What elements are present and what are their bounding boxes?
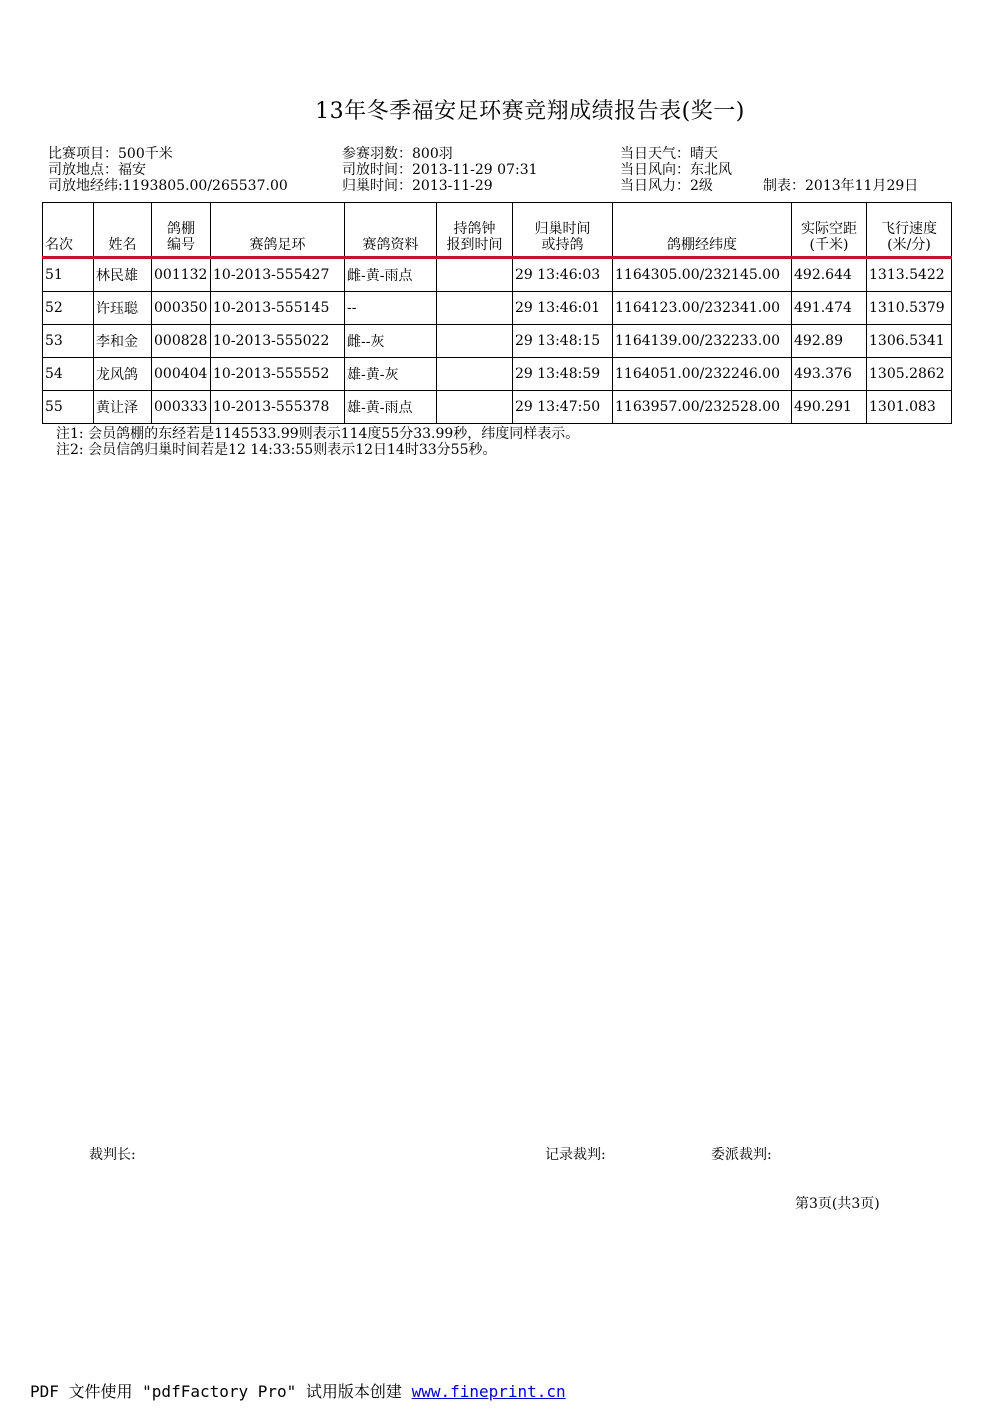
cell-loft-number: 000350 bbox=[152, 292, 211, 325]
table-row bbox=[43, 391, 952, 424]
note-2: 注2: 会员信鸽归巢时间若是12 14:33:55则表示12日14时33分55秒。 bbox=[56, 442, 497, 458]
cell-name: 龙风鸽 bbox=[94, 358, 152, 391]
footer-watermark bbox=[30, 1379, 566, 1402]
cell-ring: 10-2013-555145 bbox=[211, 292, 345, 325]
note-1: 注1: 会员鸽棚的东经若是1145533.99则表示114度55分33.99秒，纬度同样表示。 bbox=[56, 426, 580, 442]
cell-ring: 10-2013-555427 bbox=[211, 258, 345, 292]
cell-name: 许珏聪 bbox=[94, 292, 152, 325]
cell-loft-number: 000404 bbox=[152, 358, 211, 391]
cell-return-time: 29 13:48:59 bbox=[513, 358, 613, 391]
cell-rank: 54 bbox=[43, 358, 94, 391]
cell-speed: 1305.2862 bbox=[867, 358, 952, 391]
cell-return-time: 29 13:48:15 bbox=[513, 325, 613, 358]
header-distance: 实际空距 (千米) bbox=[792, 203, 867, 258]
cell-clock-time bbox=[437, 325, 513, 358]
cell-distance: 492.89 bbox=[792, 325, 867, 358]
header-loft-number: 鸽棚 编号 bbox=[152, 203, 211, 258]
table-row bbox=[43, 358, 952, 391]
info-return-time: 归巢时间：2013-11-29 bbox=[342, 178, 493, 194]
table-row bbox=[43, 258, 952, 292]
info-release-coords: 司放地经纬:1193805.00/265537.00 bbox=[48, 178, 288, 194]
info-column-2 bbox=[342, 146, 538, 194]
cell-rank: 52 bbox=[43, 292, 94, 325]
cell-distance: 493.376 bbox=[792, 358, 867, 391]
cell-loft-number: 001132 bbox=[152, 258, 211, 292]
cell-ring: 10-2013-555022 bbox=[211, 325, 345, 358]
cell-clock-time bbox=[437, 391, 513, 424]
cell-clock-time bbox=[437, 258, 513, 292]
cell-loft-number: 000333 bbox=[152, 391, 211, 424]
cell-rank: 55 bbox=[43, 391, 94, 424]
cell-bird-info: 雌--灰 bbox=[345, 325, 437, 358]
cell-bird-info: -- bbox=[345, 292, 437, 325]
cell-loft-coords: 1164051.00/232246.00 bbox=[613, 358, 792, 391]
cell-clock-time bbox=[437, 358, 513, 391]
cell-return-time: 29 13:47:50 bbox=[513, 391, 613, 424]
header-speed: 飞行速度 (米/分) bbox=[867, 203, 952, 258]
cell-distance: 491.474 bbox=[792, 292, 867, 325]
info-column-1 bbox=[48, 146, 288, 194]
header-name: 姓名 bbox=[94, 203, 152, 258]
header-ring: 赛鸽足环 bbox=[211, 203, 345, 258]
signature-chief-referee: 裁判长: bbox=[89, 1147, 136, 1163]
cell-clock-time bbox=[437, 292, 513, 325]
info-wind-force: 当日风力：2级 bbox=[620, 178, 713, 194]
info-release-place: 司放地点：福安 bbox=[48, 162, 146, 178]
signature-recording-referee: 记录裁判: bbox=[545, 1147, 606, 1163]
cell-loft-coords: 1164139.00/232233.00 bbox=[613, 325, 792, 358]
info-release-time: 司放时间：2013-11-29 07:31 bbox=[342, 162, 538, 178]
cell-ring: 10-2013-555552 bbox=[211, 358, 345, 391]
page-number: 第3页(共3页) bbox=[795, 1196, 880, 1212]
notes bbox=[56, 426, 579, 458]
cell-bird-info: 雌-黄-雨点 bbox=[345, 258, 437, 292]
cell-loft-coords: 1164123.00/232341.00 bbox=[613, 292, 792, 325]
info-column-3 bbox=[620, 146, 732, 194]
info-wind-direction: 当日风向：东北风 bbox=[620, 162, 732, 178]
info-entries: 参赛羽数：800羽 bbox=[342, 146, 453, 162]
header-loft-coords: 鸽棚经纬度 bbox=[613, 203, 792, 258]
cell-distance: 490.291 bbox=[792, 391, 867, 424]
header-bird-info: 赛鸽资料 bbox=[345, 203, 437, 258]
cell-rank: 51 bbox=[43, 258, 94, 292]
signature-delegated-referee: 委派裁判: bbox=[711, 1147, 772, 1163]
cell-return-time: 29 13:46:01 bbox=[513, 292, 613, 325]
cell-name: 黄让泽 bbox=[94, 391, 152, 424]
cell-loft-number: 000828 bbox=[152, 325, 211, 358]
table-header-row bbox=[43, 203, 952, 258]
footer-text: PDF 文件使用 "pdfFactory Pro" 试用版本创建 bbox=[30, 1382, 412, 1401]
header-rank: 名次 bbox=[43, 203, 94, 258]
cell-speed: 1306.5341 bbox=[867, 325, 952, 358]
cell-speed: 1313.5422 bbox=[867, 258, 952, 292]
info-event: 比赛项目：500千米 bbox=[48, 146, 173, 162]
cell-loft-coords: 1164305.00/232145.00 bbox=[613, 258, 792, 292]
cell-bird-info: 雄-黄-雨点 bbox=[345, 391, 437, 424]
cell-loft-coords: 1163957.00/232528.00 bbox=[613, 391, 792, 424]
footer-link[interactable]: www.fineprint.cn bbox=[411, 1382, 566, 1401]
info-made-date: 制表：2013年11月29日 bbox=[763, 178, 919, 194]
info-weather: 当日天气：晴天 bbox=[620, 146, 718, 162]
header-clock-time: 持鸽钟 报到时间 bbox=[437, 203, 513, 258]
cell-bird-info: 雄-黄-灰 bbox=[345, 358, 437, 391]
cell-speed: 1301.083 bbox=[867, 391, 952, 424]
header-return-time: 归巢时间 或持鸽 bbox=[513, 203, 613, 258]
page-title: 13年冬季福安足环赛竞翔成绩报告表(奖一) bbox=[315, 99, 745, 124]
cell-name: 林民雄 bbox=[94, 258, 152, 292]
cell-return-time: 29 13:46:03 bbox=[513, 258, 613, 292]
table-row bbox=[43, 292, 952, 325]
table-row bbox=[43, 325, 952, 358]
cell-name: 李和金 bbox=[94, 325, 152, 358]
cell-distance: 492.644 bbox=[792, 258, 867, 292]
results-table bbox=[42, 202, 952, 424]
cell-ring: 10-2013-555378 bbox=[211, 391, 345, 424]
cell-speed: 1310.5379 bbox=[867, 292, 952, 325]
cell-rank: 53 bbox=[43, 325, 94, 358]
